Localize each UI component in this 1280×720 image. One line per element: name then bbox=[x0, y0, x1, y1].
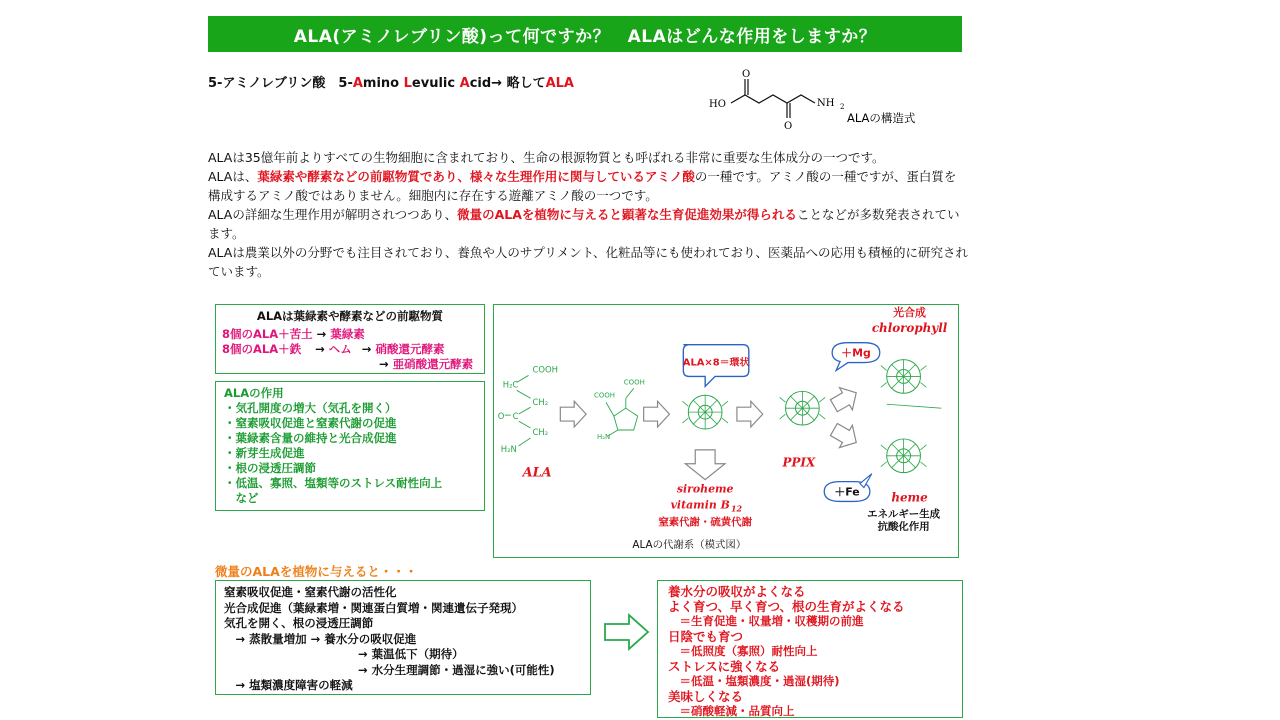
chem-label: COOH bbox=[623, 378, 645, 387]
p2-part: ALAは、 bbox=[208, 169, 258, 184]
chem-label: COOH bbox=[594, 391, 616, 400]
action-item: ・窒素吸収促進と窒素代謝の促進 bbox=[224, 416, 397, 430]
row-text: 8個のALA＋鉄 bbox=[222, 342, 302, 356]
chem-label: COOH bbox=[532, 364, 559, 375]
name-part: cid→ 略して bbox=[469, 76, 546, 91]
precursor-row-3 bbox=[222, 357, 478, 372]
fe-badge bbox=[824, 474, 872, 502]
row-text: 8個のALA＋ bbox=[222, 327, 290, 341]
action-item: ・低温、寡照、塩類等のストレス耐性向上 bbox=[224, 476, 443, 490]
diagram-caption: ALAの代謝系（模式図） bbox=[632, 539, 747, 552]
heme-ring-icon bbox=[881, 439, 927, 473]
chem-label: H₂N bbox=[500, 443, 517, 454]
struct-o-top: O bbox=[742, 69, 751, 80]
effect-box bbox=[215, 580, 591, 695]
callout-text: ALA×8＝環状 bbox=[682, 357, 750, 369]
big-arrow-right-icon bbox=[603, 612, 651, 652]
row-text: 葉緑素 bbox=[330, 327, 365, 341]
letter-a: A bbox=[459, 76, 470, 91]
effect-line: → 水分生理調節・過湿に強い(可能性) bbox=[358, 662, 555, 677]
result-line: 養水分の吸収がよくなる bbox=[668, 584, 806, 599]
row-text: 亜硝酸還元酵素 bbox=[392, 357, 474, 371]
effect-line: → 蒸散量増加 → 養水分の吸収促進 bbox=[224, 631, 417, 646]
structure-caption: ALAの構造式 bbox=[847, 111, 916, 125]
ala-name-line bbox=[208, 72, 574, 91]
effect-line: → 塩類濃度障害の軽減 bbox=[224, 678, 353, 692]
chem-label: CH₂ bbox=[532, 426, 549, 437]
result-line: ＝硝酸軽減・品質向上 bbox=[668, 704, 795, 718]
intro-paragraphs bbox=[208, 148, 968, 281]
result-line: ＝低温・塩類濃度・過湿(期待) bbox=[668, 674, 840, 688]
ala-structure-formula bbox=[705, 66, 945, 136]
p2-part: の一種です。アミノ酸の一種ですが、蛋白質を構成するアミノ酸ではありません。細胞内に存在する遊離アミノ酸の一つです。 bbox=[208, 169, 957, 203]
effect-line: 気孔を開く、根の浸透圧調節 bbox=[224, 616, 374, 630]
row-text: 硝酸還元酵素 bbox=[375, 342, 445, 356]
abbrev-ala: ALA bbox=[545, 76, 574, 91]
p3-highlight: 微量のALAを植物に与えると顕著な生育促進効果が得られる bbox=[457, 207, 797, 222]
row-text: ヘム bbox=[328, 342, 352, 356]
metabolic-diagram bbox=[493, 304, 959, 558]
siroheme-function: 窒素代謝・硫黄代謝 bbox=[658, 516, 752, 529]
arrow-right-icon bbox=[737, 401, 763, 427]
chem-label: H₂N bbox=[597, 432, 611, 441]
letter-a: A bbox=[352, 76, 363, 91]
ppix-label: PPIX bbox=[782, 455, 816, 470]
name-part: mino bbox=[362, 76, 404, 91]
siroheme-label: siroheme bbox=[676, 482, 734, 496]
name-part: evulic bbox=[411, 76, 460, 91]
letter-l: L bbox=[403, 76, 412, 91]
result-line: 日陰でも育つ bbox=[668, 629, 744, 644]
paragraph-4: ALAは農業以外の分野でも注目されており、養魚や人のサプリメント、化粧品等にも使われており、医薬品への応用も積極的に研究されています。 bbox=[208, 245, 968, 279]
result-line: ＝低照度（寡照）耐性向上 bbox=[668, 644, 818, 658]
ppix-ring-icon bbox=[780, 391, 826, 425]
paragraph-3 bbox=[208, 205, 968, 243]
paragraph-1: ALAは35億年前よりすべての生物細胞に含まれており、生命の根源物質とも呼ばれる非常に重要な生体成分の一つです。 bbox=[208, 150, 885, 165]
arrow-right-icon bbox=[827, 418, 862, 453]
chem-label: H₂C bbox=[502, 379, 519, 390]
action-item: など bbox=[224, 491, 259, 505]
action-item: ・気孔開度の増大（気孔を開く） bbox=[224, 401, 397, 415]
result-line: よく育つ、早く育つ、根の生育がよくなる bbox=[668, 599, 905, 614]
precursor-row-2 bbox=[222, 342, 478, 357]
effect-line: → 葉温低下（期待） bbox=[358, 647, 464, 661]
action-heading: ALAの作用 bbox=[224, 386, 284, 400]
mg-label: ＋Mg bbox=[841, 346, 871, 360]
row-arrow: → bbox=[357, 342, 376, 356]
arrow-right-icon bbox=[644, 401, 670, 427]
row-arrow: → bbox=[312, 327, 331, 341]
antioxidant-label: 抗酸化作用 bbox=[877, 521, 930, 534]
effect-line: 窒素吸収促進・窒素代謝の活性化 bbox=[224, 585, 397, 599]
chem-label: CH₂ bbox=[532, 397, 549, 408]
struct-nh: NH bbox=[817, 98, 835, 109]
pbg-chem bbox=[594, 378, 645, 441]
mg-badge bbox=[832, 343, 880, 371]
precursor-row-1 bbox=[222, 327, 478, 342]
vitamin-label: vitamin B bbox=[670, 498, 730, 512]
fe-label: ＋Fe bbox=[834, 485, 860, 499]
chlorophyll-label: chlorophyll bbox=[871, 320, 948, 335]
row-text: 苦土 bbox=[289, 327, 313, 341]
p2-highlight: 葉緑素や酵素などの前駆物質であり、様々な生理作用に関与しているアミノ酸 bbox=[257, 169, 695, 184]
arrow-down-icon bbox=[685, 450, 725, 480]
struct-sub2: 2 bbox=[840, 103, 845, 111]
page-title: ALA(アミノレブリン酸)って何ですか？ ALAはどんな作用をしますか？ bbox=[208, 16, 962, 52]
result-line: ＝生育促進・収量増・収穫期の前進 bbox=[668, 614, 864, 628]
row-arrow: → bbox=[311, 342, 329, 356]
result-line: 美味しくなる bbox=[668, 689, 744, 704]
callout-ala-x8 bbox=[683, 345, 750, 387]
heme-label: heme bbox=[891, 490, 928, 505]
p3-part: ことなどが多数発表されています。 bbox=[208, 207, 960, 241]
ala-label: ALA bbox=[522, 465, 552, 481]
effect-heading: 微量のALAを植物に与えると・・・ bbox=[215, 564, 418, 579]
name-jp: 5-アミノレブリン酸 5- bbox=[208, 76, 353, 91]
struct-o-bottom: O bbox=[784, 121, 793, 132]
effect-line: 光合成促進（葉緑素増・関連蛋白質増・関連遺伝子発現） bbox=[224, 600, 523, 615]
arrow-right-icon bbox=[560, 401, 586, 427]
precursor-heading: ALAは葉緑素や酵素などの前駆物質 bbox=[256, 309, 444, 323]
row-arrow: → bbox=[379, 357, 393, 371]
ala-action-box bbox=[215, 381, 485, 511]
action-item: ・根の浸透圧調節 bbox=[224, 461, 316, 475]
porphyrin-ring-icon bbox=[682, 395, 728, 429]
vitamin-sub: 12 bbox=[730, 504, 742, 514]
arrow-right-icon bbox=[827, 382, 862, 417]
chem-label: C bbox=[512, 411, 519, 422]
p3-part: ALAの詳細な生理作用が解明されつつあり、 bbox=[208, 207, 458, 222]
chem-label: O bbox=[497, 411, 505, 422]
precursor-box bbox=[215, 304, 485, 374]
paragraph-2 bbox=[208, 167, 968, 205]
chlorophyll-ring-icon bbox=[881, 360, 927, 394]
result-line: ストレスに強くなる bbox=[668, 659, 781, 674]
result-box bbox=[657, 580, 963, 718]
energy-label: エネルギー生成 bbox=[867, 508, 941, 521]
photosynthesis-label: 光合成 bbox=[893, 305, 926, 319]
action-item: ・新芽生成促進 bbox=[224, 446, 305, 460]
action-item: ・葉緑素含量の維持と光合成促進 bbox=[224, 431, 397, 445]
struct-ho: HO bbox=[709, 99, 726, 110]
